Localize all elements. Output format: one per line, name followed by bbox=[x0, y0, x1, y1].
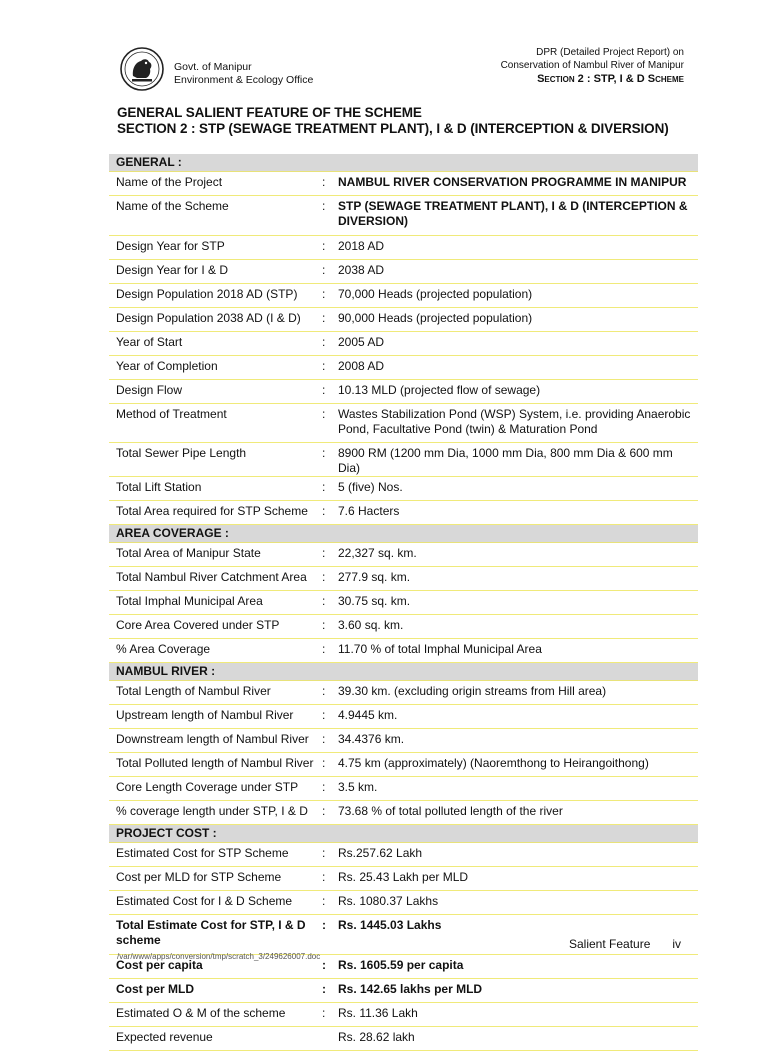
row-sep: : bbox=[317, 501, 332, 525]
row-sep: : bbox=[317, 443, 332, 477]
row-value: 3.60 sq. km. bbox=[332, 615, 698, 639]
title-line-2: SECTION 2 : STP (SEWAGE TREATMENT PLANT), I & D (INTERCEPTION & DIVERSION) bbox=[117, 121, 669, 136]
row-label: Design Year for STP bbox=[109, 236, 317, 260]
row-label: Estimated Cost for I & D Scheme bbox=[109, 891, 317, 915]
row-value: 11.70 % of total Imphal Municipal Area bbox=[332, 639, 698, 663]
table-row bbox=[109, 753, 698, 777]
table-row bbox=[109, 979, 698, 1003]
row-sep: : bbox=[317, 1003, 332, 1027]
row-label: % coverage length under STP, I & D bbox=[109, 801, 317, 825]
footer-label: Salient Feature bbox=[569, 937, 651, 951]
row-label: Design Population 2018 AD (STP) bbox=[109, 284, 317, 308]
row-sep: : bbox=[317, 332, 332, 356]
row-value: Rs. 28.62 lakh bbox=[332, 1027, 698, 1051]
row-sep: : bbox=[317, 308, 332, 332]
table-row bbox=[109, 591, 698, 615]
row-sep: : bbox=[317, 639, 332, 663]
row-label: Total Sewer Pipe Length bbox=[109, 443, 317, 477]
row-label: Cost per MLD bbox=[109, 979, 317, 1003]
table-row bbox=[109, 801, 698, 825]
row-label: Total Area of Manipur State bbox=[109, 543, 317, 567]
row-value: Wastes Stabilization Pond (WSP) System, i.e. providing Anaerobic Pond, Facultative Pond (twin) & Maturation Pond bbox=[332, 404, 698, 443]
row-value: 5 (five) Nos. bbox=[332, 477, 698, 501]
table-row bbox=[109, 681, 698, 705]
row-label: Total Estimate Cost for STP, I & D scheme bbox=[109, 915, 317, 955]
section-header-project-cost: PROJECT COST : bbox=[109, 825, 698, 843]
report-title: DPR (Detailed Project Report) on bbox=[536, 47, 684, 58]
row-label: % Area Coverage bbox=[109, 639, 317, 663]
row-value: 4.75 km (approximately) (Naoremthong to Heirangoithong) bbox=[332, 753, 698, 777]
table-row bbox=[109, 501, 698, 525]
table-row bbox=[109, 1027, 698, 1051]
row-label: Estimated Cost for STP Scheme bbox=[109, 843, 317, 867]
row-sep: : bbox=[317, 172, 332, 196]
row-sep: : bbox=[317, 915, 332, 955]
manipur-emblem-icon bbox=[119, 46, 165, 92]
row-value: 277.9 sq. km. bbox=[332, 567, 698, 591]
row-label: Total Imphal Municipal Area bbox=[109, 591, 317, 615]
row-sep: : bbox=[317, 801, 332, 825]
row-value: 73.68 % of total polluted length of the river bbox=[332, 801, 698, 825]
row-label: Total Nambul River Catchment Area bbox=[109, 567, 317, 591]
row-value: Rs. 1445.03 Lakhs bbox=[332, 915, 698, 955]
row-label: Expected revenue bbox=[109, 1027, 317, 1051]
row-value: NAMBUL RIVER CONSERVATION PROGRAMME IN MANIPUR bbox=[332, 172, 698, 196]
row-sep: : bbox=[317, 380, 332, 404]
row-value: 7.6 Hacters bbox=[332, 501, 698, 525]
row-sep: : bbox=[317, 591, 332, 615]
section-header-general: GENERAL : bbox=[109, 154, 698, 172]
row-value: 2038 AD bbox=[332, 260, 698, 284]
table-row bbox=[109, 777, 698, 801]
title-line-1: GENERAL SALIENT FEATURE OF THE SCHEME bbox=[117, 105, 422, 120]
row-sep: : bbox=[317, 356, 332, 380]
row-sep: : bbox=[317, 705, 332, 729]
table-row bbox=[109, 477, 698, 501]
table-row bbox=[109, 891, 698, 915]
table-row bbox=[109, 443, 698, 477]
row-value: 34.4376 km. bbox=[332, 729, 698, 753]
row-label: Name of the Project bbox=[109, 172, 317, 196]
table-row bbox=[109, 843, 698, 867]
table-row bbox=[109, 567, 698, 591]
row-value: 70,000 Heads (projected population) bbox=[332, 284, 698, 308]
row-label: Total Length of Nambul River bbox=[109, 681, 317, 705]
row-value: 2008 AD bbox=[332, 356, 698, 380]
file-path: /var/www/apps/conversion/tmp/scratch_3/249626007.doc bbox=[117, 952, 321, 961]
row-sep: : bbox=[317, 729, 332, 753]
table-row bbox=[109, 380, 698, 404]
row-sep: : bbox=[317, 236, 332, 260]
row-value: Rs. 25.43 Lakh per MLD bbox=[332, 867, 698, 891]
row-label: Estimated O & M of the scheme bbox=[109, 1003, 317, 1027]
row-sep: : bbox=[317, 955, 332, 979]
table-row bbox=[109, 705, 698, 729]
row-value: 2018 AD bbox=[332, 236, 698, 260]
row-label: Design Year for I & D bbox=[109, 260, 317, 284]
table-row bbox=[109, 404, 698, 443]
row-sep: : bbox=[317, 615, 332, 639]
row-sep: : bbox=[317, 543, 332, 567]
table-row bbox=[109, 260, 698, 284]
table-row bbox=[109, 356, 698, 380]
row-sep: : bbox=[317, 979, 332, 1003]
row-value: Rs. 142.65 lakhs per MLD bbox=[332, 979, 698, 1003]
row-sep: : bbox=[317, 196, 332, 236]
row-sep: : bbox=[317, 777, 332, 801]
row-sep: : bbox=[317, 843, 332, 867]
page-header bbox=[0, 44, 768, 94]
page-number: iv bbox=[672, 937, 682, 951]
report-block bbox=[501, 46, 684, 86]
row-label: Downstream length of Nambul River bbox=[109, 729, 317, 753]
row-label: Year of Start bbox=[109, 332, 317, 356]
row-sep: : bbox=[317, 404, 332, 443]
row-value: Rs. 11.36 Lakh bbox=[332, 1003, 698, 1027]
row-value: 30.75 sq. km. bbox=[332, 591, 698, 615]
row-value: 22,327 sq. km. bbox=[332, 543, 698, 567]
row-sep: : bbox=[317, 567, 332, 591]
row-value: Rs. 1080.37 Lakhs bbox=[332, 891, 698, 915]
table-row bbox=[109, 729, 698, 753]
row-sep: : bbox=[317, 477, 332, 501]
row-sep: : bbox=[317, 891, 332, 915]
row-value: 39.30 km. (excluding origin streams from Hill area) bbox=[332, 681, 698, 705]
organization-block bbox=[174, 61, 313, 87]
table-row bbox=[109, 284, 698, 308]
row-value: 3.5 km. bbox=[332, 777, 698, 801]
table-row bbox=[109, 196, 698, 236]
table-row bbox=[109, 308, 698, 332]
row-label: Design Population 2038 AD (I & D) bbox=[109, 308, 317, 332]
row-label: Cost per capita bbox=[109, 955, 317, 979]
row-value: 10.13 MLD (projected flow of sewage) bbox=[332, 380, 698, 404]
row-value: STP (SEWAGE TREATMENT PLANT), I & D (INTERCEPTION & DIVERSION) bbox=[332, 196, 698, 236]
row-sep: : bbox=[317, 753, 332, 777]
table-row bbox=[109, 639, 698, 663]
salient-features-table bbox=[109, 154, 698, 1051]
row-sep: : bbox=[317, 681, 332, 705]
table-row bbox=[109, 543, 698, 567]
section-header-area-coverage: AREA COVERAGE : bbox=[109, 525, 698, 543]
section-header-nambul-river: NAMBUL RIVER : bbox=[109, 663, 698, 681]
row-label: Total Area required for STP Scheme bbox=[109, 501, 317, 525]
row-sep: : bbox=[317, 867, 332, 891]
row-label: Upstream length of Nambul River bbox=[109, 705, 317, 729]
row-sep bbox=[317, 1027, 332, 1051]
page-footer bbox=[569, 937, 681, 951]
table-row bbox=[109, 172, 698, 196]
org-office: Environment & Ecology Office bbox=[174, 74, 314, 86]
row-label: Total Polluted length of Nambul River bbox=[109, 753, 317, 777]
table-row bbox=[109, 236, 698, 260]
row-sep: : bbox=[317, 284, 332, 308]
page-title bbox=[117, 105, 669, 137]
row-label: Cost per MLD for STP Scheme bbox=[109, 867, 317, 891]
row-label: Method of Treatment bbox=[109, 404, 317, 443]
row-value: Rs.257.62 Lakh bbox=[332, 843, 698, 867]
section-label: Section 2 : STP, I & D Scheme bbox=[537, 73, 684, 85]
row-label: Core Length Coverage under STP bbox=[109, 777, 317, 801]
row-value: 90,000 Heads (projected population) bbox=[332, 308, 698, 332]
table-row bbox=[109, 615, 698, 639]
table-row bbox=[109, 332, 698, 356]
row-label: Core Area Covered under STP bbox=[109, 615, 317, 639]
row-sep: : bbox=[317, 260, 332, 284]
row-value: 2005 AD bbox=[332, 332, 698, 356]
row-value: 4.9445 km. bbox=[332, 705, 698, 729]
table-row bbox=[109, 1003, 698, 1027]
row-label: Total Lift Station bbox=[109, 477, 317, 501]
row-label: Name of the Scheme bbox=[109, 196, 317, 236]
row-value: 8900 RM (1200 mm Dia, 1000 mm Dia, 800 mm Dia & 600 mm Dia) bbox=[332, 443, 698, 477]
row-label: Year of Completion bbox=[109, 356, 317, 380]
row-label: Design Flow bbox=[109, 380, 317, 404]
table-row bbox=[109, 867, 698, 891]
report-subtitle: Conservation of Nambul River of Manipur bbox=[500, 60, 684, 71]
org-name: Govt. of Manipur bbox=[174, 61, 252, 73]
row-value: Rs. 1605.59 per capita bbox=[332, 955, 698, 979]
